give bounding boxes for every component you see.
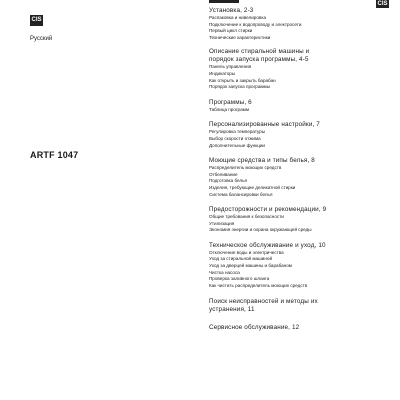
list-item: Регулировка температуры <box>209 129 266 135</box>
list-item: Проверка заливного шланга <box>209 276 270 282</box>
toc-top-bar <box>209 0 239 3</box>
model-number: ARTF 1047 <box>30 150 79 160</box>
list-item: Экономия энергии и охрана окружающей среды <box>209 227 312 233</box>
list-item: Как чистить распределитель моющих средств <box>209 282 308 288</box>
list-item: Изделия, требующие деликатной стирки <box>209 184 296 190</box>
list-item: Уход за стиральной машиной <box>209 256 273 262</box>
list-item: Подключение к водопроводу и электросети <box>209 21 302 27</box>
list-item: Отключение воды и электричества <box>209 249 284 255</box>
section-title: Поиск неисправностей и методы их устранения, 11 <box>209 298 318 314</box>
toc-section-service <box>209 324 397 332</box>
table-of-contents <box>209 0 397 332</box>
list-item: Общие требования к безопасности <box>209 214 284 220</box>
list-item: Как открыть и закрыть барабан <box>209 77 276 83</box>
list-item: Порядок запуска программы <box>209 84 271 90</box>
list-item: Первый цикл стирки <box>209 28 253 34</box>
language-code-badge: CIS <box>30 15 43 26</box>
toc-section-programs <box>209 99 397 114</box>
toc-section-detergents <box>209 157 397 198</box>
list-item: Технические характеристики <box>209 34 271 40</box>
list-item: Дополнительные функции <box>209 142 265 148</box>
list-item: Система балансировки белья <box>209 191 273 197</box>
list-item: Распаковка и нивелировка <box>209 15 267 20</box>
list-item: Подготовка белья <box>209 178 247 184</box>
list-item: Индикаторы <box>209 70 236 76</box>
section-title: Сервисное обслуживание, 12 <box>209 324 300 332</box>
toc-section-installation <box>209 7 397 41</box>
toc-section-maintenance <box>209 242 397 290</box>
toc-section-description <box>209 48 397 90</box>
language-label: Русский <box>30 36 53 42</box>
toc-section-custom-settings <box>209 121 397 149</box>
list-item: Таблица программ <box>209 106 249 112</box>
section-title: Предосторожности и рекомендации, 9 <box>209 206 327 214</box>
list-item: Утилизация <box>209 220 235 226</box>
section-title: Программы, 6 <box>209 98 252 106</box>
list-item: Чистка насоса <box>209 269 240 275</box>
section-title: Описание стиральной машины и порядок запуска программы, 4-5 <box>209 48 310 64</box>
list-item: Уход за дверцей машины и барабаном <box>209 263 292 269</box>
list-item: Распределитель моющих средств <box>209 165 282 171</box>
language-code-tab: CIS <box>377 1 388 7</box>
list-item: Выбор скорости отжима <box>209 135 261 141</box>
list-item: Панель управления <box>209 64 252 70</box>
toc-section-precautions <box>209 206 397 234</box>
section-title: Установка, 2-3 <box>209 7 254 14</box>
toc-section-troubleshooting <box>209 298 397 314</box>
list-item: Отбеливание <box>209 171 238 177</box>
section-title: Персонализированные настройки, 7 <box>209 121 320 129</box>
section-title: Моющие средства и типы белья, 8 <box>209 157 315 165</box>
section-title: Техническое обслуживание и уход, 10 <box>209 241 326 249</box>
